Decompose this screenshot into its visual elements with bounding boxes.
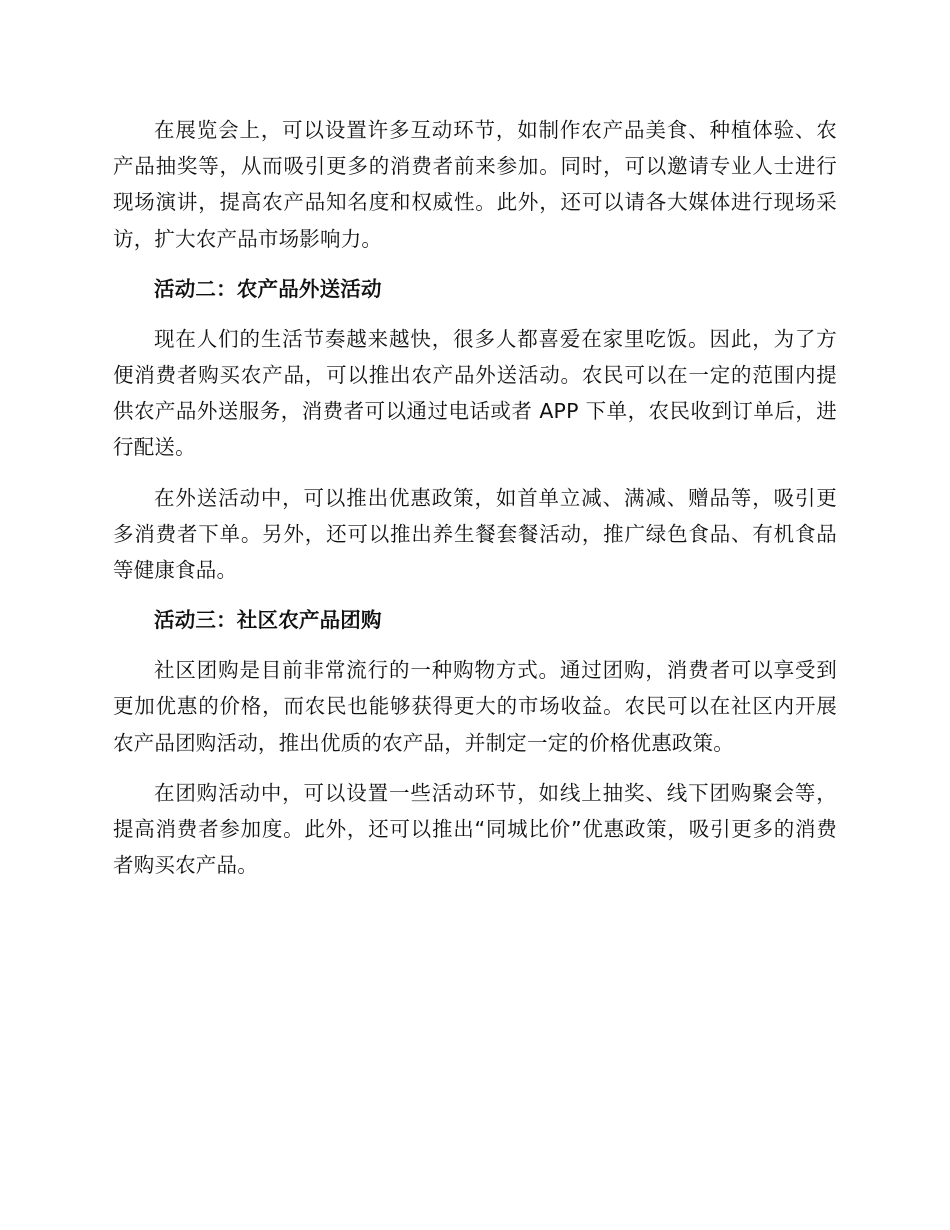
paragraph-delivery-offers: 在外送活动中，可以推出优惠政策，如首单立减、满减、赠品等，吸引更多消费者下单。另外，还可以推出养生餐套餐活动，推广绿色食品、有机食品等健康食品。 [113, 485, 837, 583]
paragraph-delivery-intro: 现在人们的生活节奏越来越快，很多人都喜爱在家里吃饭。因此，为了方便消费者购买农产品，可以推出农产品外送活动。农民可以在一定的范围内提供农产品外送服务，消费者可以通过电话或者 APP 下单，农民收到订单后，进行配送。 [113, 326, 837, 460]
paragraph-exhibition-interaction: 在展览会上，可以设置许多互动环节，如制作农产品美食、种植体验、农产品抽奖等，从而吸引更多的消费者前来参加。同时，可以邀请专业人士进行现场演讲，提高农产品知名度和权威性。此外，还可以请各大媒体进行现场采访，扩大农产品市场影响力。 [113, 118, 837, 251]
heading-activity-three: 活动三：社区农产品团购 [154, 608, 382, 633]
heading-activity-two: 活动二：农产品外送活动 [154, 276, 382, 301]
paragraph-group-buy-events: 在团购活动中，可以设置一些活动环节，如线上抽奖、线下团购聚会等，提高消费者参加度。此外，还可以推出“同城比价”优惠政策，吸引更多的消费者购买农产品。 [113, 780, 837, 878]
document-page [113, 112, 837, 897]
paragraph-group-buy-intro: 社区团购是目前非常流行的一种购物方式。通过团购，消费者可以享受到更加优惠的价格，而农民也能够获得更大的市场收益。农民可以在社区内开展农产品团购活动，推出优质的农产品，并制定一定的价格优惠政策。 [113, 658, 837, 755]
